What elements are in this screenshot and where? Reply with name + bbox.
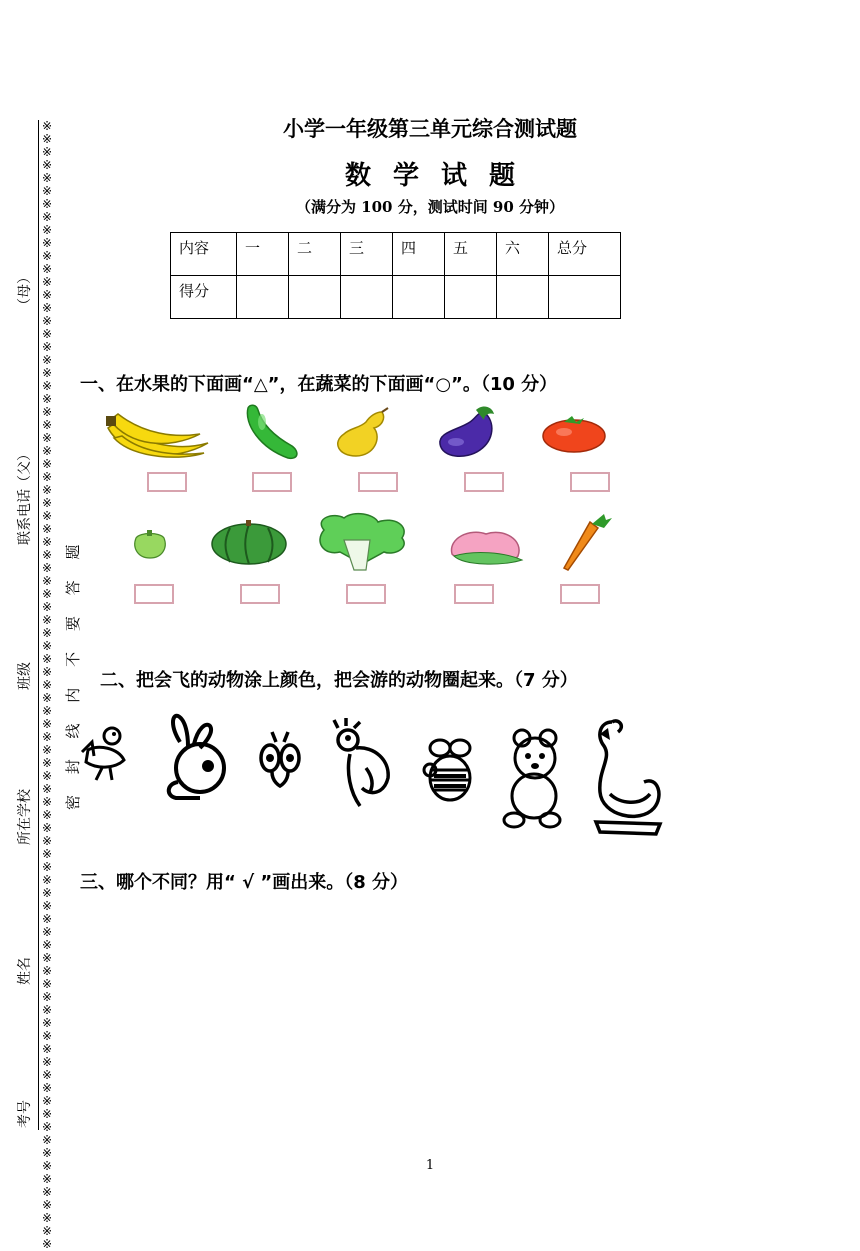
- seal-stars: ※※※※※※※※※※※※※※※※※※※※※※※※※※※※※※※※※※※※※※※※※※※※※※※※※※※※※※※※※※※※※※※※※※※※※※※※※※※※※※※※※※※※※※※: [41, 119, 53, 1251]
- cucumber-image: [240, 402, 302, 462]
- swan-image: [590, 712, 664, 836]
- score-cell[interactable]: [497, 276, 549, 319]
- class-label: 班级: [17, 662, 33, 690]
- exam-info: （满分为 100 分，测试时间 90 分钟）: [295, 198, 565, 216]
- rabbit-image: [160, 712, 232, 804]
- peach-image: [444, 524, 528, 566]
- score-table: [170, 232, 621, 319]
- question-2: 二、把会飞的动物涂上颜色，把会游的动物圈起来。（7 分）: [100, 670, 578, 691]
- subject-title: 数学试题: [344, 161, 537, 191]
- answer-box[interactable]: [134, 584, 174, 604]
- exam-no-label: 考号: [17, 1100, 33, 1128]
- phone-label: 联系电话（父）: [17, 447, 33, 545]
- eggplant-image: [436, 404, 500, 460]
- answer-box[interactable]: [240, 584, 280, 604]
- parrot-image: [330, 718, 396, 810]
- answer-box[interactable]: [464, 472, 504, 492]
- question-3: 三、哪个不同？用“ √ ”画出来。（8 分）: [80, 872, 408, 893]
- watermelon-image: [210, 520, 288, 566]
- answer-box[interactable]: [147, 472, 187, 492]
- score-table-score-row: [171, 276, 621, 319]
- bee-image: [420, 736, 478, 806]
- answer-box[interactable]: [358, 472, 398, 492]
- score-header-cell: 四: [393, 233, 445, 276]
- score-header-cell: 一: [237, 233, 289, 276]
- score-cell[interactable]: [341, 276, 393, 319]
- score-cell[interactable]: [393, 276, 445, 319]
- score-header-cell: 总分: [549, 233, 621, 276]
- answer-box[interactable]: [346, 584, 386, 604]
- bear-image: [500, 722, 568, 830]
- banana-image: [104, 408, 212, 463]
- tomato-image: [540, 412, 608, 454]
- score-row-label: 得分: [171, 276, 237, 319]
- mother-label: （母）: [17, 270, 33, 312]
- score-header-cell: 五: [445, 233, 497, 276]
- seal-line-text: 密 封 线 内 不 要 答 题: [64, 536, 82, 810]
- score-cell[interactable]: [237, 276, 289, 319]
- cabbage-image: [314, 512, 410, 572]
- name-label: 姓名: [17, 957, 33, 985]
- pepper-image: [130, 528, 170, 560]
- score-header-cell: 三: [341, 233, 393, 276]
- question-1: 一、在水果的下面画“△”，在蔬菜的下面画“○”。（10 分）: [80, 374, 558, 395]
- page-number: 1: [425, 1158, 435, 1173]
- score-cell[interactable]: [289, 276, 341, 319]
- page-title: 小学一年级第三单元综合测试题: [283, 116, 577, 141]
- pear-image: [330, 408, 392, 458]
- answer-box[interactable]: [570, 472, 610, 492]
- school-label: 所在学校: [17, 789, 33, 845]
- score-header-cell: 内容: [171, 233, 237, 276]
- score-table-header-row: [171, 233, 621, 276]
- score-cell[interactable]: [445, 276, 497, 319]
- score-header-cell: 二: [289, 233, 341, 276]
- answer-box[interactable]: [252, 472, 292, 492]
- score-cell[interactable]: [549, 276, 621, 319]
- carrot-image: [560, 514, 612, 574]
- answer-box[interactable]: [560, 584, 600, 604]
- answer-box[interactable]: [454, 584, 494, 604]
- score-header-cell: 六: [497, 233, 549, 276]
- bird-image: [78, 722, 128, 784]
- butterfly-image: [258, 726, 302, 790]
